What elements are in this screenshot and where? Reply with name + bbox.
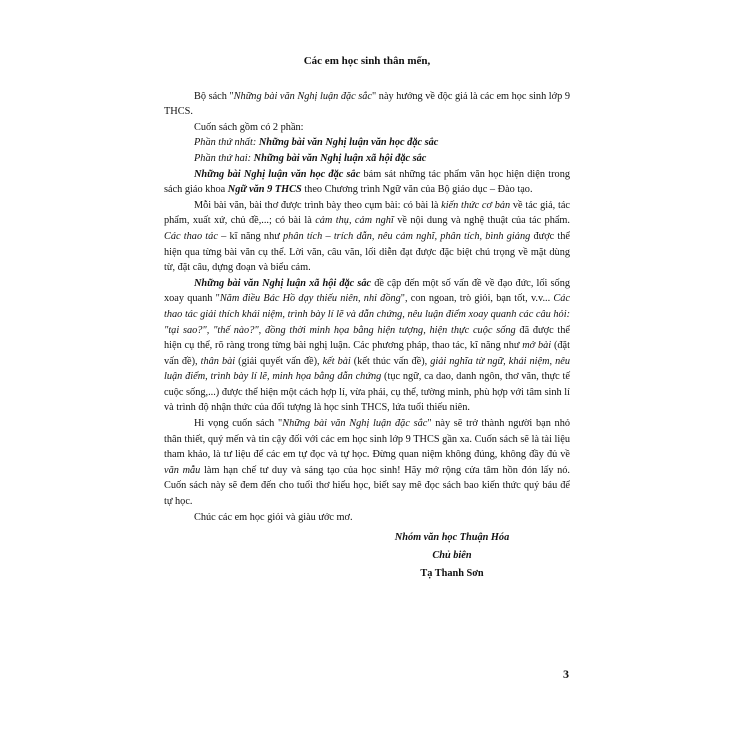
text-run: Bộ sách " [194, 90, 234, 102]
preface-body [164, 54, 570, 583]
italic-run: Các thao tác giải thích khái niệm, trình bày lí lẽ và dẫn chứng, nêu luận điểm xoay quanh các câu hỏi: "tại sao?", "thế nào?", đồng thời minh họa bằng hiện tượng, hiện thực cuộc sống [164, 293, 571, 336]
text-run: bám sát những tác phẩm văn học hiện diện trong sách giáo khoa [164, 168, 570, 196]
italic-run: giải nghĩa từ ngữ, khái niệm, nêu luận điểm, trình bày lí lẽ, minh họa bằng dẫn chứng [164, 355, 570, 383]
paragraph-social [164, 276, 570, 416]
italic-run: thân bài [200, 355, 236, 367]
text-run: Hi vọng cuốn sách " [194, 418, 283, 430]
text-run: " này sẽ trở thành người bạn nhỏ thân thiết, quý mến và tin cậy đối với các em học sinh lớp 9 THCS gần xa. Cuốn sách sẽ là tài liệu tham khảo, là tư liệu để các em tự đọc và tự học. Đừng quan niệm không đúng, không đầy đủ về [164, 418, 571, 461]
italic-run: mở bài [522, 340, 552, 352]
paragraph-parts-intro: Cuốn sách gồm có 2 phần: [194, 121, 304, 133]
italic-run: văn mẫu [164, 464, 201, 476]
text-run: Mỗi bài văn, bài thơ được trình bày theo cụm bài: có bài là [194, 199, 442, 211]
text-run: làm hạn chế tư duy và sáng tạo của học sinh! Hãy mở rộng cửa tâm hồn đón lấy nó. Cuốn sách này sẽ đem đến cho tuổi thơ hiếu học, biết say mê đọc sách bao kiến thức quý báu để tự học. [164, 464, 570, 508]
paragraph-hope [164, 416, 570, 510]
signature-block [164, 529, 570, 583]
text-run: ", con ngoan, trò giỏi, bạn tốt, v.v... [400, 293, 554, 305]
book-title: Những bài văn Nghị luận đặc sắc [282, 418, 428, 430]
signature-role: Chủ biên [432, 550, 472, 562]
book-title: Những bài Nghị luận văn học đặc sắc [194, 168, 361, 180]
paragraph-structure [164, 198, 570, 276]
page-number: 3 [563, 667, 569, 681]
italic-run: cảm thụ, cảm nghĩ [315, 215, 394, 227]
part-one-line [164, 135, 570, 151]
paragraph-literature [164, 167, 570, 198]
part-title: Những bài văn Nghị luận xã hội đặc sắc [253, 152, 427, 164]
text-run: " này hướng về độc giả là các em học sinh lớp 9 THCS. [164, 90, 570, 118]
book-title: Những bài văn Nghị luận xã hội đặc sắc [194, 277, 372, 289]
textbook-title: Ngữ văn 9 THCS [227, 184, 302, 196]
text-run: – kĩ năng như [217, 230, 284, 242]
signature-name: Tạ Thanh Sơn [420, 568, 484, 580]
text-run: (kết thúc vấn đề), [350, 355, 431, 367]
text-run: đã được thể hiện cụ thể, rõ ràng trong từng bài nghị luận. Các phương pháp, thao tác, kĩ năng như [164, 324, 570, 352]
italic-run: kết bài [322, 355, 351, 367]
text-run: (tục ngữ, ca dao, danh ngôn, thơ văn, thực tế cuộc sống,...) được thể hiện một cách hợp lí, vừa phải, cụ thể, tường minh, phù hợp với tâm sinh lí và trình độ nhận thức của đối tượng là học sinh THCS, lứa tuổi thiếu niên. [164, 371, 570, 414]
paragraph-intro [164, 89, 570, 120]
paragraph-closing: Chúc các em học giỏi và giàu ước mơ. [194, 511, 353, 523]
italic-run: kiến thức cơ bản [441, 199, 511, 211]
text-run: về tác giả, tác phẩm, xuất xứ, chủ đề,...; có bài là [164, 199, 570, 227]
italic-run: Năm điều Bác Hồ dạy thiếu niên, nhi đồng [219, 293, 401, 305]
text-run: (giải quyết vấn đề), [235, 355, 323, 367]
text-run: (đặt vấn đề), [164, 340, 570, 367]
text-run: đề cập đến một số vấn đề về đạo đức, lối sống xoay quanh " [164, 277, 570, 305]
text-run: về nội dung và nghệ thuật của tác phẩm. [393, 215, 570, 227]
part-two-line [164, 151, 570, 167]
part-title: Những bài văn Nghị luận văn học đặc sắc [258, 137, 439, 149]
signature-group: Nhóm văn học Thuận Hóa [394, 532, 510, 544]
greeting-heading: Các em học sinh thân mến, [303, 55, 431, 67]
italic-run: Các thao tác [164, 230, 218, 242]
part-label: Phần thứ hai: [194, 152, 254, 164]
italic-run: phân tích – trích dẫn, nêu cảm nghĩ, phân tích, bình giảng [283, 230, 531, 242]
text-run: theo Chương trình Ngữ văn của Bộ giáo dục – Đào tạo. [301, 184, 533, 196]
part-label: Phần thứ nhất: [194, 137, 259, 149]
text-run: được thể hiện qua từng bài văn cụ thể. Lời văn, câu văn, lối diễn đạt được đặc biệt chú trọng về mặt dùng từ, đặt câu, dựng đoạn và biểu cảm. [164, 230, 570, 274]
book-title: Những bài văn Nghị luận đặc sắc [233, 90, 373, 102]
